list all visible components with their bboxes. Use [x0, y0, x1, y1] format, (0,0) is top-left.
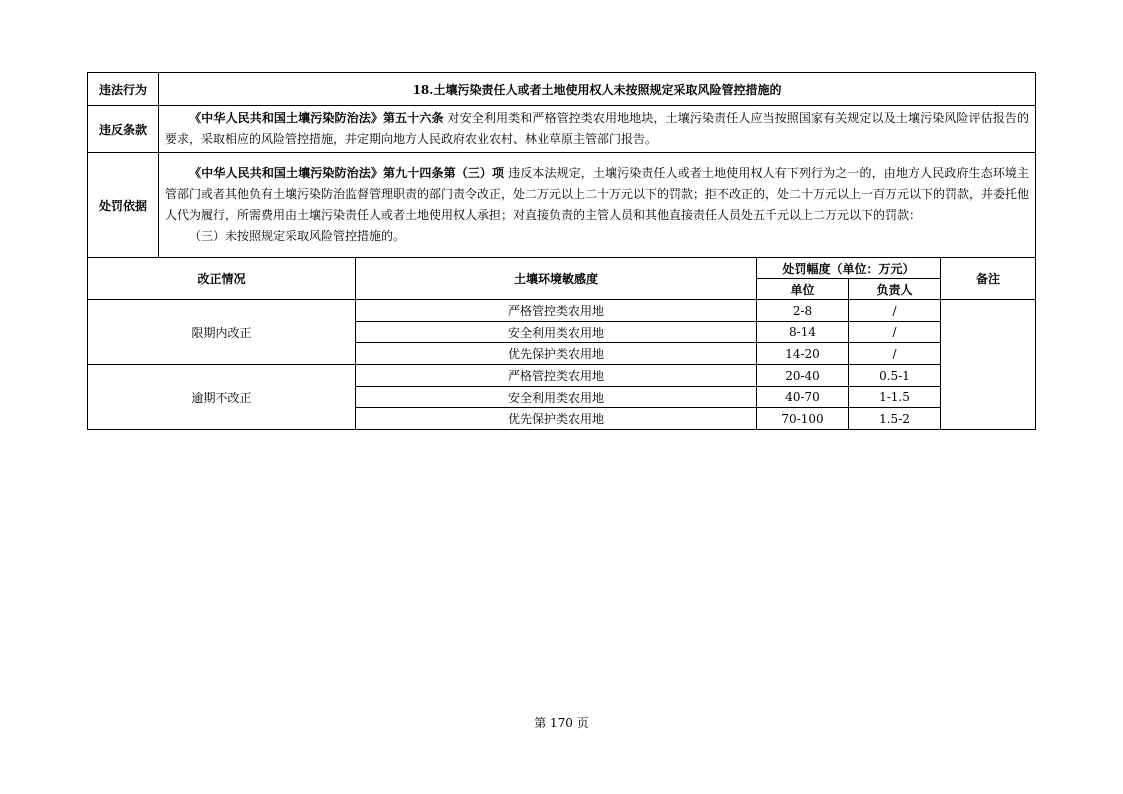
violation-row: [88, 73, 1036, 106]
remarks-header: 备注: [941, 258, 1036, 300]
penalty-basis-item: （三）未按照规定采取风险管控措施的。: [189, 229, 406, 243]
violated-clause-law-ref: 《中华人民共和国土壤污染防治法》第五十六条: [189, 111, 444, 125]
violated-clause-content: [159, 106, 1036, 153]
correction-cell: 逾期不改正: [88, 365, 356, 430]
penalty-basis-row: [88, 153, 1036, 258]
page-number: 第 170 页: [534, 716, 589, 730]
table-row: [88, 365, 1036, 387]
violated-clause-row: [88, 106, 1036, 153]
sensitivity-cell: 严格管控类农用地: [356, 365, 757, 387]
table-row: [88, 300, 1036, 322]
unit-fine-cell: 40-70: [757, 387, 849, 408]
unit-fine-cell: 70-100: [757, 408, 849, 430]
penalty-basis-content: [159, 153, 1036, 258]
unit-header: 单位: [757, 279, 849, 300]
penalty-standard-table: [87, 72, 1036, 430]
correction-cell: 限期内改正: [88, 300, 356, 365]
sensitivity-cell: 安全利用类农用地: [356, 322, 757, 343]
responsible-header: 负责人: [849, 279, 941, 300]
sensitivity-cell: 优先保护类农用地: [356, 343, 757, 365]
violation-title: 18.土壤污染责任人或者土地使用权人未按照规定采取风险管控措施的: [159, 73, 1036, 106]
unit-fine-cell: 14-20: [757, 343, 849, 365]
violated-clause-label: 违反条款: [88, 106, 159, 153]
sensitivity-cell: 安全利用类农用地: [356, 387, 757, 408]
unit-fine-cell: 8-14: [757, 322, 849, 343]
penalty-basis-text: 违反本法规定，土壤污染责任人或者土地使用权人有下列行为之一的，由地方人民政府生态环境主管部门或者其他负有土壤污染防治监督管理职责的部门责令改正，处二万元以上二十万元以下的罚款；拒不改正的，处二十万元以上一百万元以下的罚款，并委托他人代为履行，所需费用由土壤污染责任人或者土地使用权人承担；对直接负责的主管人员和其他直接责任人员处五千元以上二万元以下的罚款：: [165, 166, 1030, 222]
penalty-basis-label: 处罚依据: [88, 153, 159, 258]
sensitivity-header: 土壤环境敏感度: [356, 258, 757, 300]
responsible-fine-cell: /: [849, 343, 941, 365]
sensitivity-cell: 优先保护类农用地: [356, 408, 757, 430]
penalty-basis-law-ref: 《中华人民共和国土壤污染防治法》第九十四条第（三）项: [189, 166, 505, 180]
responsible-fine-cell: /: [849, 300, 941, 322]
responsible-fine-cell: /: [849, 322, 941, 343]
penalty-range-header: 处罚幅度（单位：万元）: [757, 258, 941, 279]
violation-label: 违法行为: [88, 73, 159, 106]
violated-clause-text: 对安全利用类和严格管控类农用地地块，土壤污染责任人应当按照国家有关规定以及土壤污染风险评估报告的要求，采取相应的风险管控措施，并定期向地方人民政府农业农村、林业草原主管部门报告。: [165, 111, 1030, 146]
remarks-cell: [941, 300, 1036, 430]
sensitivity-cell: 严格管控类农用地: [356, 300, 757, 322]
unit-fine-cell: 20-40: [757, 365, 849, 387]
responsible-fine-cell: 1.5-2: [849, 408, 941, 430]
correction-header: 改正情况: [88, 258, 356, 300]
table-header-row-1: [88, 258, 1036, 279]
responsible-fine-cell: 1-1.5: [849, 387, 941, 408]
responsible-fine-cell: 0.5-1: [849, 365, 941, 387]
unit-fine-cell: 2-8: [757, 300, 849, 322]
